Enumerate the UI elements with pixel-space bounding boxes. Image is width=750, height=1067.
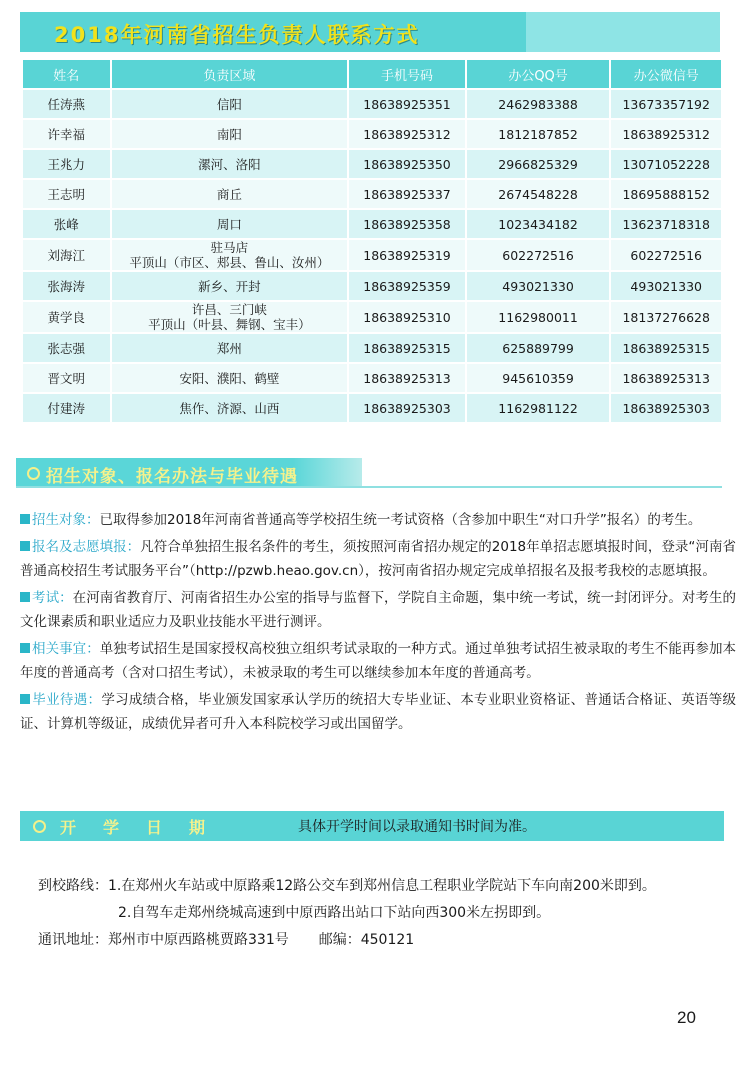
address-line — [38, 927, 656, 954]
postcode-label: 邮编： — [318, 932, 361, 948]
qq-cell: 945610359 — [467, 364, 610, 392]
name-cell: 许幸福 — [23, 120, 110, 148]
header-area: 负责区域 — [112, 60, 348, 88]
wechat-cell: 18695888152 — [611, 180, 721, 208]
area-line: 郑州 — [216, 340, 242, 356]
area-cell — [112, 150, 348, 178]
wechat-cell: 602272516 — [611, 240, 721, 270]
area-line: 驻马店 — [210, 240, 249, 255]
wechat-cell: 18638925312 — [611, 120, 721, 148]
info-label: 毕业待遇： — [32, 691, 102, 708]
area-cell — [112, 302, 348, 332]
route-line-1: 到校路线：1.在郑州火车站或中原路乘12路公交车到郑州信息工程职业学院站下车向南200米即到。 — [38, 878, 656, 894]
address-value: 郑州市中原西路桃贾路331号 — [108, 932, 289, 948]
info-label: 报名及志愿填报： — [32, 538, 141, 555]
wechat-cell: 18137276628 — [611, 302, 721, 332]
area-line: 南阳 — [216, 126, 242, 142]
square-bullet-icon — [20, 541, 30, 551]
opening-banner — [20, 811, 724, 841]
area-line: 平顶山（叶县、舞钢、宝丰） — [148, 317, 311, 332]
address-label: 通讯地址： — [38, 932, 108, 948]
square-bullet-icon — [20, 643, 30, 653]
phone-cell: 18638925312 — [349, 120, 464, 148]
name-cell: 任涛燕 — [23, 90, 110, 118]
name-cell: 晋文明 — [23, 364, 110, 392]
phone-cell: 18638925313 — [349, 364, 464, 392]
table-row — [23, 210, 721, 238]
info-text: 已取得参加2018年河南省普通高等学校招生统一考试资格（含参加中职生“对口升学”报名）的考生。 — [99, 512, 702, 528]
square-bullet-icon — [20, 694, 30, 704]
area-cell — [112, 120, 348, 148]
info-text: 单独考试招生是国家授权高校独立组织考试录取的一种方式。通过单独考试招生被录取的考生不能再参加本年度的普通高考（含对口招生考试），未被录取的考生可以继续参加本年度的普通高考。 — [20, 640, 737, 681]
info-label: 考试： — [32, 589, 73, 606]
route-info — [38, 873, 656, 954]
qq-cell: 1812187852 — [467, 120, 610, 148]
name-cell: 张峰 — [23, 210, 110, 238]
info-item — [20, 586, 736, 635]
table-row — [23, 394, 721, 422]
area-line: 许昌、三门峡 — [191, 302, 267, 317]
table-row — [23, 150, 721, 178]
wechat-cell: 13673357192 — [611, 90, 721, 118]
name-cell: 付建涛 — [23, 394, 110, 422]
phone-cell: 18638925315 — [349, 334, 464, 362]
section-banner — [16, 458, 722, 488]
phone-cell: 18638925351 — [349, 90, 464, 118]
qq-cell: 625889799 — [467, 334, 610, 362]
wechat-cell: 18638925313 — [611, 364, 721, 392]
phone-cell: 18638925319 — [349, 240, 464, 270]
qq-cell: 2462983388 — [467, 90, 610, 118]
info-label: 招生对象： — [32, 512, 100, 528]
table-row — [23, 180, 721, 208]
phone-cell: 18638925350 — [349, 150, 464, 178]
info-paragraphs — [20, 508, 736, 739]
table-row — [23, 90, 721, 118]
area-cell — [112, 272, 348, 300]
info-label: 相关事宜： — [32, 640, 100, 657]
table-row — [23, 272, 721, 300]
area-cell — [112, 240, 348, 270]
area-line: 平顶山（市区、郏县、鲁山、汝州） — [129, 255, 330, 270]
info-text: 凡符合单独招生报名条件的考生，须按照河南省招办规定的2018年单招志愿填报时间，登录“河南省普通高校招生考试服务平台”（http://pzwb.heao.gov.cn），按河南省招办规定完成单招报名及报考我校的志愿填报。 — [20, 538, 736, 579]
area-cell — [112, 334, 348, 362]
area-line: 商丘 — [216, 186, 242, 202]
area-cell — [112, 364, 348, 392]
area-line: 新乡、开封 — [198, 278, 261, 294]
area-cell — [112, 210, 348, 238]
wechat-cell: 13623718318 — [611, 210, 721, 238]
square-bullet-icon — [20, 592, 30, 602]
title-banner — [20, 12, 750, 52]
table-row — [23, 364, 721, 392]
qq-cell: 1162981122 — [467, 394, 610, 422]
ring-bullet-icon — [33, 820, 46, 833]
name-cell: 王兆力 — [23, 150, 110, 178]
qq-cell: 493021330 — [467, 272, 610, 300]
table-row — [23, 334, 721, 362]
opening-title: 开学日期 — [60, 818, 233, 837]
header-qq: 办公QQ号 — [467, 60, 610, 88]
qq-cell: 1023434182 — [467, 210, 610, 238]
info-text: 学习成绩合格，毕业颁发国家承认学历的统招大专毕业证、本专业职业资格证、普通话合格证、英语等级证、计算机等级证，成绩优异者可升入本科院校学习或出国留学。 — [20, 691, 737, 732]
area-cell — [112, 90, 348, 118]
table-row — [23, 120, 721, 148]
wechat-cell: 18638925315 — [611, 334, 721, 362]
wechat-cell: 18638925303 — [611, 394, 721, 422]
section-title: 招生对象、报名办法与毕业待遇 — [46, 467, 298, 487]
phone-cell: 18638925337 — [349, 180, 464, 208]
page-number: 20 — [677, 1008, 696, 1027]
wechat-cell: 493021330 — [611, 272, 721, 300]
area-cell — [112, 394, 348, 422]
contacts-table — [21, 58, 723, 424]
phone-cell: 18638925359 — [349, 272, 464, 300]
header-wechat: 办公微信号 — [611, 60, 721, 88]
table-header-row — [23, 60, 721, 88]
area-line: 焦作、济源、山西 — [179, 400, 280, 416]
area-line: 安阳、濮阳、鹤壁 — [179, 370, 280, 386]
info-item — [20, 637, 736, 686]
name-cell: 张海涛 — [23, 272, 110, 300]
qq-cell: 602272516 — [467, 240, 610, 270]
table-body — [23, 90, 721, 422]
phone-cell: 18638925303 — [349, 394, 464, 422]
area-line: 漯河、洛阳 — [198, 156, 261, 172]
wechat-cell: 13071052228 — [611, 150, 721, 178]
name-cell: 王志明 — [23, 180, 110, 208]
header-name: 姓名 — [23, 60, 110, 88]
info-item — [20, 535, 736, 584]
route-line-2: 2.自驾车走郑州绕城高速到中原西路出站口下站向西300米左拐即到。 — [118, 905, 551, 921]
table-row — [23, 240, 721, 270]
qq-cell: 1162980011 — [467, 302, 610, 332]
info-text: 在河南省教育厅、河南省招生办公室的指导与监督下，学院自主命题，集中统一考试，统一封闭评分。对考生的文化课素质和职业适应力及职业技能水平进行测评。 — [20, 589, 737, 630]
qq-cell: 2674548228 — [467, 180, 610, 208]
square-bullet-icon — [20, 514, 30, 524]
name-cell: 刘海江 — [23, 240, 110, 270]
info-item — [20, 688, 736, 737]
area-line: 周口 — [216, 216, 242, 232]
ring-bullet-icon — [27, 467, 40, 480]
info-item — [20, 508, 736, 533]
name-cell: 黄学良 — [23, 302, 110, 332]
table-row — [23, 302, 721, 332]
qq-cell: 2966825329 — [467, 150, 610, 178]
page-title: 2018年河南省招生负责人联系方式 — [54, 23, 420, 47]
phone-cell: 18638925358 — [349, 210, 464, 238]
area-line: 信阳 — [216, 96, 242, 112]
phone-cell: 18638925310 — [349, 302, 464, 332]
opening-note: 具体开学时间以录取通知书时间为准。 — [298, 819, 536, 835]
header-phone: 手机号码 — [349, 60, 464, 88]
area-cell — [112, 180, 348, 208]
postcode-value: 450121 — [360, 932, 415, 948]
name-cell: 张志强 — [23, 334, 110, 362]
